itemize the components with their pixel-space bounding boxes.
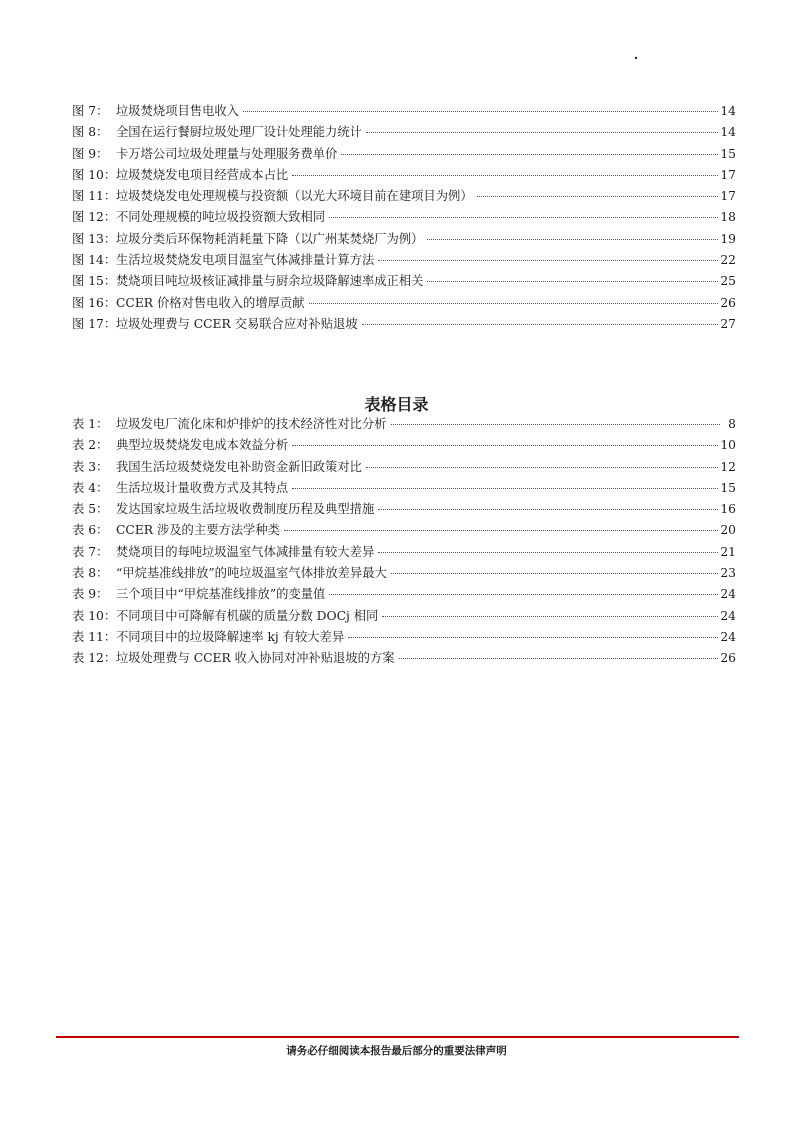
figure-number: 图 14： [72, 253, 117, 268]
table-number: 表 6： [72, 523, 109, 538]
figure-page: 18 [720, 210, 736, 225]
table-page: 24 [720, 587, 736, 602]
figure-number: 图 9： [72, 146, 109, 161]
figure-number: 图 12： [72, 210, 117, 225]
footer-divider [56, 1036, 739, 1038]
dot-leader [292, 488, 718, 489]
table-page: 16 [720, 502, 736, 517]
table-title: 三个项目中“甲烷基准线排放”的变量值 [116, 587, 326, 602]
figure-number: 图 17： [72, 316, 117, 331]
dot-leader [341, 154, 718, 155]
table-entry[interactable] [72, 499, 736, 520]
dot-leader [362, 324, 719, 325]
dot-leader [292, 445, 718, 446]
figure-page: 14 [720, 125, 736, 140]
figure-entry[interactable] [72, 314, 736, 335]
figure-title: 生活垃圾焚烧发电项目温室气体减排量计算方法 [116, 253, 375, 268]
figure-entry[interactable] [72, 271, 736, 292]
table-number: 表 5： [72, 502, 109, 517]
figure-entry[interactable] [72, 122, 736, 143]
figure-page: 25 [720, 274, 736, 289]
figure-entry[interactable] [72, 250, 736, 271]
figure-page: 19 [720, 231, 736, 246]
table-page: 20 [720, 523, 736, 538]
table-title: 发达国家垃圾生活垃圾收费制度历程及典型措施 [116, 502, 375, 517]
figure-page: 22 [720, 253, 736, 268]
table-title: 不同项目中可降解有机碳的质量分数 DOCj 相同 [116, 608, 379, 623]
table-number: 表 9： [72, 587, 109, 602]
table-title: 我国生活垃圾焚烧发电补助资金新旧政策对比 [116, 459, 362, 474]
table-number: 表 4： [72, 480, 109, 495]
figure-page: 17 [720, 167, 736, 182]
table-entry[interactable] [72, 627, 736, 648]
dot-leader [382, 616, 718, 617]
dot-leader [292, 175, 718, 176]
figure-number: 图 7： [72, 104, 109, 118]
figure-page: 26 [720, 295, 736, 310]
table-title: 垃圾发电厂流化床和炉排炉的技术经济性对比分析 [116, 417, 387, 431]
figure-entry[interactable] [72, 165, 736, 186]
table-number: 表 2： [72, 438, 109, 453]
figure-title: 焚烧项目吨垃圾核证减排量与厨余垃圾降解速率成正相关 [116, 274, 424, 289]
figure-page: 15 [720, 146, 736, 161]
figure-title: 全国在运行餐厨垃圾处理厂设计处理能力统计 [116, 125, 362, 140]
dot-leader [378, 509, 718, 510]
dot-leader [378, 552, 718, 553]
dot-leader [366, 467, 718, 468]
table-page: 8 [728, 417, 736, 431]
figure-number: 图 8： [72, 125, 109, 140]
figure-number: 图 13： [72, 231, 117, 246]
table-title: 不同项目中的垃圾降解速率 kj 有较大差异 [116, 629, 345, 644]
table-number: 表 1： [72, 417, 109, 431]
table-entry[interactable] [72, 478, 736, 499]
footer-disclaimer: 请务必仔细阅读本报告最后部分的重要法律声明 [286, 1045, 507, 1057]
figure-page: 14 [720, 104, 736, 118]
table-entry[interactable] [72, 648, 736, 669]
table-entry[interactable] [72, 520, 736, 541]
table-number: 表 11： [72, 629, 117, 644]
figure-title: 垃圾分类后环保物耗消耗量下降（以广州某焚烧厂为例） [116, 231, 424, 246]
dot-leader [427, 239, 718, 240]
table-title: 焚烧项目的每吨垃圾温室气体减排量有较大差异 [116, 544, 375, 559]
header-dot-mark: . [634, 46, 638, 62]
dot-leader [391, 424, 720, 425]
table-title: “甲烷基准线排放”的吨垃圾温室气体排放差异最大 [116, 566, 387, 581]
table-entry[interactable] [72, 414, 736, 435]
dot-leader [391, 573, 719, 574]
figure-title: 垃圾处理费与 CCER 交易联合应对补贴退坡 [116, 316, 358, 331]
table-entry[interactable] [72, 563, 736, 584]
tables-heading: 表格目录 [364, 395, 429, 414]
table-page: 26 [720, 651, 736, 666]
dot-leader [378, 260, 718, 261]
dot-leader [329, 594, 718, 595]
figure-title: 卡万塔公司垃圾处理量与处理服务费单价 [116, 146, 338, 161]
table-number: 表 12： [72, 651, 117, 666]
figure-number: 图 15： [72, 274, 117, 289]
figure-entry[interactable] [72, 186, 736, 207]
figure-page: 27 [720, 316, 736, 331]
figure-number: 图 16： [72, 295, 117, 310]
figure-title: 垃圾焚烧发电项目经营成本占比 [116, 167, 289, 182]
dot-leader [329, 217, 718, 218]
figure-entry[interactable] [72, 229, 736, 250]
figure-title: CCER 价格对售电收入的增厚贡献 [116, 295, 305, 310]
table-title: 垃圾处理费与 CCER 收入协同对冲补贴退坡的方案 [116, 651, 395, 666]
table-number: 表 10： [72, 608, 117, 623]
table-title: 典型垃圾焚烧发电成本效益分析 [116, 438, 289, 453]
table-entry[interactable] [72, 457, 736, 478]
figure-number: 图 10： [72, 167, 117, 182]
dot-leader [399, 658, 719, 659]
table-page: 12 [720, 459, 736, 474]
table-page: 10 [720, 438, 736, 453]
figure-entry[interactable] [72, 101, 736, 122]
table-page: 24 [720, 608, 736, 623]
table-page: 23 [720, 566, 736, 581]
dot-leader [243, 111, 718, 112]
dot-leader [427, 281, 718, 282]
figure-list [72, 101, 736, 335]
figure-number: 图 11： [72, 189, 117, 204]
figure-entry[interactable] [72, 293, 736, 314]
table-title: 生活垃圾计量收费方式及其特点 [116, 480, 289, 495]
table-entry[interactable] [72, 542, 736, 563]
table-page: 15 [720, 480, 736, 495]
table-title: CCER 涉及的主要方法学种类 [116, 523, 280, 538]
figure-title: 垃圾焚烧发电处理规模与投资额（以光大环境目前在建项目为例） [116, 189, 473, 204]
dot-leader [477, 196, 719, 197]
figure-entry[interactable] [72, 144, 736, 165]
dot-leader [348, 637, 718, 638]
dot-leader [366, 132, 718, 133]
table-page: 24 [720, 629, 736, 644]
dot-leader [309, 303, 719, 304]
table-number: 表 7： [72, 544, 109, 559]
figure-entry[interactable] [72, 207, 736, 228]
figure-page: 17 [720, 189, 736, 204]
table-entry[interactable] [72, 435, 736, 456]
figure-title: 不同处理规模的吨垃圾投资额大致相同 [116, 210, 326, 225]
table-entry[interactable] [72, 606, 736, 627]
figure-title: 垃圾焚烧项目售电收入 [116, 104, 239, 118]
table-list [72, 414, 736, 670]
table-entry[interactable] [72, 584, 736, 605]
dot-leader [284, 530, 718, 531]
table-number: 表 8： [72, 566, 109, 581]
table-page: 21 [720, 544, 736, 559]
table-number: 表 3： [72, 459, 109, 474]
